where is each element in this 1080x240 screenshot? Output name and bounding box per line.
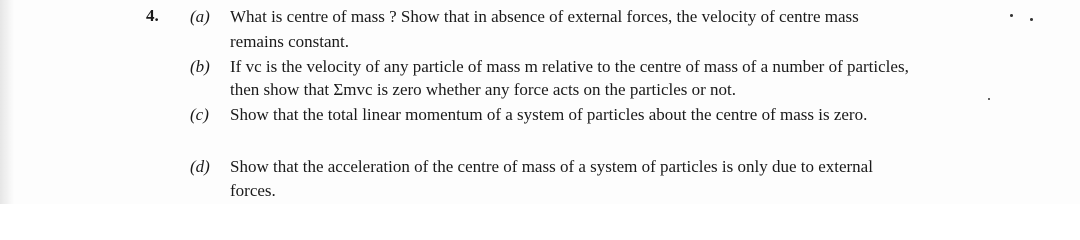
part-d-line2: forces.	[230, 181, 276, 200]
part-c-line1: Show that the total linear momentum of a system of particles about the centre of mass is zero.	[230, 105, 868, 124]
part-d	[190, 156, 873, 178]
part-c	[190, 104, 867, 126]
part-b	[190, 56, 909, 78]
page-edge-shadow	[0, 0, 14, 204]
scan-speck	[1010, 14, 1013, 17]
part-b-line2: then show that Σmvc is zero whether any force acts on the particles or not.	[230, 80, 737, 99]
part-a-line2: remains constant.	[230, 32, 349, 51]
part-b-label: (b)	[190, 57, 210, 76]
part-a-line1: What is centre of mass ? Show that in absence of external forces, the velocity of centre mass	[230, 7, 859, 26]
scan-speck	[1030, 18, 1033, 21]
part-a	[190, 6, 859, 28]
scan-speck	[988, 98, 990, 100]
part-c-label: (c)	[190, 105, 209, 124]
part-d-line1: Show that the acceleration of the centre of mass of a system of particles is only due to external	[230, 157, 873, 176]
part-d-label: (d)	[190, 157, 210, 176]
question-number: 4.	[146, 6, 159, 25]
part-a-label: (a)	[190, 7, 210, 26]
part-b-line1: If vc is the velocity of any particle of mass m relative to the centre of mass of a number of particles,	[230, 57, 909, 76]
